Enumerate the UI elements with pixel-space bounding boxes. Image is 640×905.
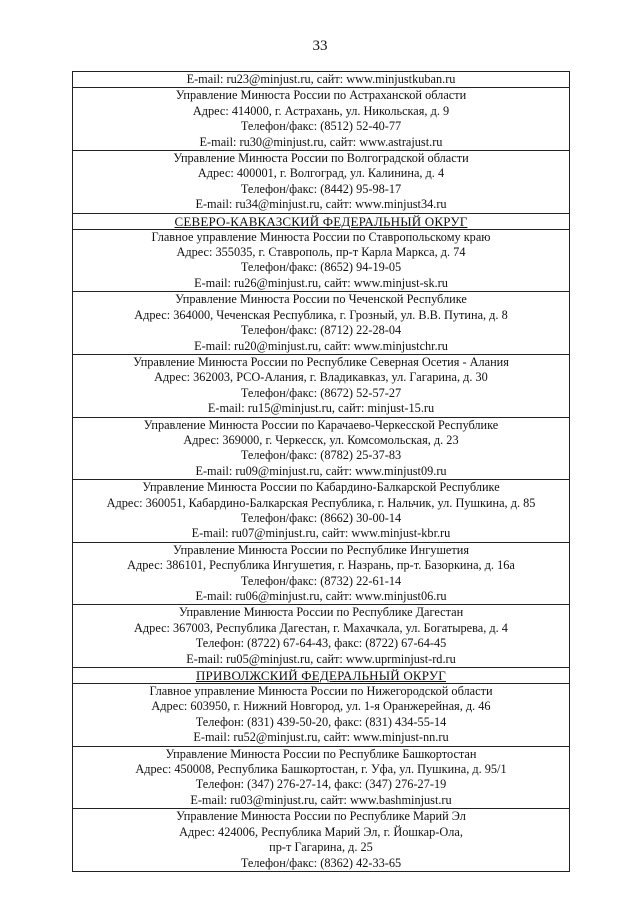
office-entry [73, 747, 569, 810]
page-number: 33 [312, 38, 328, 54]
entry-line: Телефон/факс: (8442) 95-98-17 [240, 181, 402, 196]
entry-line: Адрес: 362003, РСО-Алания, г. Владикавказ, ул. Гагарина, д. 30 [154, 370, 488, 385]
entry-line: Адрес: 400001, г. Волгоград, ул. Калинина, д. 4 [197, 166, 445, 181]
office-entry [73, 292, 569, 355]
entry-line: E-mail: ru15@minjust.ru, сайт: minjust-15.ru [207, 401, 435, 416]
entry-line: Телефон/факс: (8512) 52-40-77 [240, 119, 402, 134]
entry-line: Телефон/факс: (8362) 42-33-65 [240, 855, 402, 870]
entry-line: E-mail: ru03@minjust.ru, сайт: www.bashminjust.ru [190, 792, 452, 807]
district-header [73, 668, 569, 684]
entry-line: Управление Минюста России по Чеченской Республике [175, 292, 467, 307]
entry-line: Телефон/факс: (8662) 30-00-14 [240, 510, 402, 525]
entry-line: E-mail: ru23@minjust.ru, сайт: www.minjustkuban.ru [186, 72, 456, 86]
entry-line: Управление Минюста России по Карачаево-Черкесской Республике [143, 417, 499, 432]
entry-line: Управление Минюста России по Республике Северная Осетия - Алания [133, 354, 509, 369]
district-header [73, 214, 569, 230]
entry-line: Телефон/факс: (8672) 52-57-27 [240, 385, 402, 400]
entry-line: Телефон: (831) 439-50-20, факс: (831) 434-55-14 [195, 714, 447, 729]
entry-line: Телефон/факс: (8652) 94-19-05 [240, 260, 402, 275]
entry-line: Телефон: (347) 276-27-14, факс: (347) 276-27-19 [195, 777, 447, 792]
entry-line: Телефон: (8722) 67-64-43, факс: (8722) 67-64-45 [195, 636, 447, 651]
entry-line: Адрес: 367003, Республика Дагестан, г. Махачкала, ул. Богатырева, д. 4 [134, 620, 508, 635]
office-entry [73, 151, 569, 214]
office-entry [73, 72, 569, 88]
entry-line: Адрес: 386101, Республика Ингушетия, г. Назрань, пр-т. Базоркина, д. 16а [127, 558, 515, 573]
office-entry [73, 88, 569, 151]
entry-line: E-mail: ru20@minjust.ru, сайт: www.minjustchr.ru [194, 338, 448, 353]
directory-table [72, 71, 570, 872]
office-entry [73, 605, 569, 668]
entry-line: Адрес: 603950, г. Нижний Новгород, ул. 1-я Оранжерейная, д. 46 [151, 699, 491, 714]
entry-line: E-mail: ru07@minjust.ru, сайт: www.minjust-kbr.ru [191, 526, 451, 541]
entry-line: Телефон/факс: (8782) 25-37-83 [240, 448, 402, 463]
entry-line: Адрес: 424006, Республика Марий Эл, г. Йошкар-Ола, [179, 824, 463, 839]
entry-line: Телефон/факс: (8712) 22-28-04 [240, 323, 402, 338]
entry-line: E-mail: ru05@minjust.ru, сайт: www.uprminjust-rd.ru [186, 651, 456, 666]
office-entry [73, 480, 569, 543]
entry-line: Адрес: 364000, Чеченская Республика, г. Грозный, ул. В.В. Путина, д. 8 [134, 307, 508, 322]
entry-line: Адрес: 414000, г. Астрахань, ул. Никольская, д. 9 [192, 103, 450, 118]
entry-line: Адрес: 360051, Кабардино-Балкарская Республика, г. Нальчик, ул. Пушкина, д. 85 [106, 495, 536, 510]
entry-line: E-mail: ru52@minjust.ru, сайт: www.minjust-nn.ru [193, 730, 449, 745]
district-title: ПРИВОЛЖСКИЙ ФЕДЕРАЛЬНЫЙ ОКРУГ [195, 668, 447, 684]
entry-line: Управление Минюста России по Республике Дагестан [178, 605, 464, 620]
entry-line: Управление Минюста России по Республике Марий Эл [176, 809, 466, 824]
entry-line: E-mail: ru09@minjust.ru, сайт: www.minjust09.ru [195, 463, 447, 478]
entry-line: Адрес: 355035, г. Ставрополь, пр-т Карла Маркса, д. 74 [176, 245, 466, 260]
entry-line: Управление Минюста России по Астраханской области [175, 88, 467, 103]
entry-line: пр-т Гагарина, д. 25 [269, 840, 373, 855]
entry-line: Телефон/факс: (8732) 22-61-14 [240, 573, 402, 588]
entry-line: Управление Минюста России по Волгоградской области [173, 151, 469, 166]
office-entry [73, 230, 569, 293]
district-title: СЕВЕРО-КАВКАЗСКИЙ ФЕДЕРАЛЬНЫЙ ОКРУГ [174, 213, 468, 229]
entry-line: E-mail: ru34@minjust.ru, сайт: www.minjust34.ru [195, 197, 447, 212]
entry-line: E-mail: ru26@minjust.ru, сайт: www.minjust-sk.ru [194, 275, 448, 290]
entry-line: Управление Минюста России по Республике Ингушетия [172, 542, 469, 557]
office-entry [73, 355, 569, 418]
office-entry [73, 418, 569, 481]
entry-line: E-mail: ru30@minjust.ru, сайт: www.astrajust.ru [199, 134, 443, 149]
office-entry [73, 809, 569, 872]
entry-line: Управление Минюста России по Республике Башкортостан [165, 746, 477, 761]
office-entry [73, 684, 569, 747]
entry-line: Главное управление Минюста России по Ставропольскому краю [151, 229, 491, 244]
office-entry [73, 543, 569, 606]
entry-line: E-mail: ru06@minjust.ru, сайт: www.minjust06.ru [195, 589, 447, 603]
entry-line: Адрес: 450008, Республика Башкортостан, г. Уфа, ул. Пушкина, д. 95/1 [135, 762, 507, 777]
entry-line: Адрес: 369000, г. Черкесск, ул. Комсомольская, д. 23 [183, 432, 459, 447]
entry-line: Главное управление Минюста России по Нижегородской области [149, 684, 493, 699]
entry-line: Управление Минюста России по Кабардино-Балкарской Республике [142, 480, 500, 495]
